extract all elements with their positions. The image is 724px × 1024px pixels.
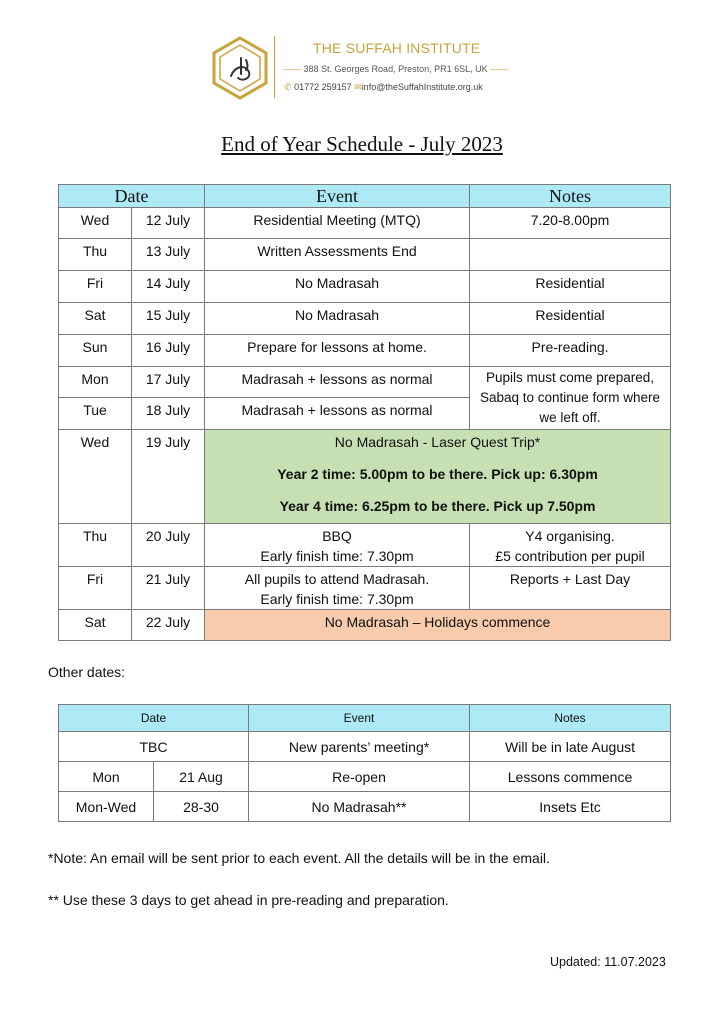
trip-year2-time: Year 2 time: 5.00pm to be there. Pick up: 6.30pm [277, 466, 598, 482]
cell-notes: Reports + Last Day [470, 567, 671, 610]
phone-icon: ✆ [284, 82, 292, 92]
trip-title: No Madrasah - Laser Quest Trip* [334, 434, 541, 450]
cell-day: Wed [59, 208, 132, 239]
header-divider [274, 36, 275, 98]
email-note: *Note: An email will be sent prior to each event. All the details will be in the email. [48, 850, 550, 866]
cell-event: No Madrasah [205, 303, 470, 335]
cell-notes [470, 524, 671, 567]
event-line: Early finish time: 7.30pm [260, 591, 414, 607]
cell-date: 20 July [132, 524, 205, 567]
header-event: Event [205, 185, 470, 208]
schedule-header-row [59, 185, 671, 208]
event-line: All pupils to attend Madrasah. [244, 571, 430, 587]
inset-days-note: ** Use these 3 days to get ahead in pre-reading and preparation. [48, 892, 449, 908]
cell-event [205, 524, 470, 567]
table-row [59, 430, 671, 524]
cell-event: Residential Meeting (MTQ) [205, 208, 470, 239]
cell-day: Mon [59, 367, 132, 398]
cell-date: 14 July [132, 271, 205, 303]
cell-notes: Residential [470, 271, 671, 303]
header-event: Event [249, 705, 470, 732]
cell-day: Sat [59, 303, 132, 335]
institute-name: THE SUFFAH INSTITUTE [313, 40, 481, 56]
cell-notes [470, 239, 671, 271]
cell-day: Sat [59, 610, 132, 641]
institute-logo-icon [211, 36, 269, 100]
institute-address-line: —— 388 St. Georges Road, Preston, PR1 6SL, UK —— [283, 64, 509, 74]
cell-date: 18 July [132, 398, 205, 430]
other-dates-table [58, 704, 671, 822]
cell-date: 16 July [132, 335, 205, 367]
cell-notes: Lessons commence [470, 762, 671, 792]
institute-email[interactable]: info@theSuffahInstitute.org.uk [361, 82, 483, 92]
table-row [59, 271, 671, 303]
table-row [59, 208, 671, 239]
event-line: Early finish time: 7.30pm [260, 548, 414, 564]
table-row [59, 567, 671, 610]
cell-day: Fri [59, 271, 132, 303]
institute-phone: 01772 259157 [294, 82, 352, 92]
cell-date: 19 July [132, 430, 205, 524]
institute-address: 388 St. Georges Road, Preston, PR1 6SL, UK [303, 64, 488, 74]
cell-event: Re-open [249, 762, 470, 792]
table-row [59, 367, 671, 398]
cell-date: TBC [59, 732, 249, 762]
cell-notes: Pupils must come prepared, Sabaq to continue form where we left off. [470, 367, 671, 430]
cell-event: No Madrasah** [249, 792, 470, 822]
cell-event: Madrasah + lessons as normal [205, 398, 470, 430]
updated-date: Updated: 11.07.2023 [550, 955, 666, 969]
cell-event [205, 567, 470, 610]
other-dates-label: Other dates: [48, 664, 126, 680]
table-row [59, 524, 671, 567]
cell-date: 21 July [132, 567, 205, 610]
table-row [59, 762, 671, 792]
header-notes: Notes [470, 705, 671, 732]
header-date: Date [59, 185, 205, 208]
cell-notes: Insets Etc [470, 792, 671, 822]
schedule-table [58, 184, 671, 641]
trip-year4-time: Year 4 time: 6.25pm to be there. Pick up 7.50pm [279, 498, 596, 514]
cell-date: 22 July [132, 610, 205, 641]
cell-event: Prepare for lessons at home. [205, 335, 470, 367]
table-row [59, 792, 671, 822]
cell-notes: Pre-reading. [470, 335, 671, 367]
cell-day: Mon-Wed [59, 792, 154, 822]
holiday-event-cell: No Madrasah – Holidays commence [205, 610, 671, 641]
cell-date: 21 Aug [154, 762, 249, 792]
notes-line: Y4 organising. [525, 528, 615, 544]
institute-contact-line [284, 82, 483, 93]
cell-date: 12 July [132, 208, 205, 239]
table-row [59, 732, 671, 762]
cell-notes: 7.20-8.00pm [470, 208, 671, 239]
cell-date: 28-30 [154, 792, 249, 822]
cell-event: New parents’ meeting* [249, 732, 470, 762]
page-title: End of Year Schedule - July 2023 [221, 132, 503, 156]
table-row [59, 239, 671, 271]
cell-event: Madrasah + lessons as normal [205, 367, 470, 398]
cell-date: 17 July [132, 367, 205, 398]
table-row [59, 335, 671, 367]
cell-day: Tue [59, 398, 132, 430]
cell-day: Thu [59, 524, 132, 567]
notes-line: £5 contribution per pupil [495, 548, 645, 564]
cell-notes: Residential [470, 303, 671, 335]
cell-notes: Will be in late August [470, 732, 671, 762]
cell-event: Written Assessments End [205, 239, 470, 271]
cell-day: Sun [59, 335, 132, 367]
trip-event-cell [205, 430, 671, 524]
cell-date: 13 July [132, 239, 205, 271]
table-row [59, 610, 671, 641]
cell-date: 15 July [132, 303, 205, 335]
other-header-row [59, 705, 671, 732]
header-date: Date [59, 705, 249, 732]
cell-event: No Madrasah [205, 271, 470, 303]
table-row [59, 303, 671, 335]
event-line: BBQ [322, 528, 352, 544]
cell-day: Thu [59, 239, 132, 271]
header-notes: Notes [470, 185, 671, 208]
cell-day: Wed [59, 430, 132, 524]
cell-day: Mon [59, 762, 154, 792]
cell-day: Fri [59, 567, 132, 610]
email-icon: ✉ [354, 82, 362, 92]
